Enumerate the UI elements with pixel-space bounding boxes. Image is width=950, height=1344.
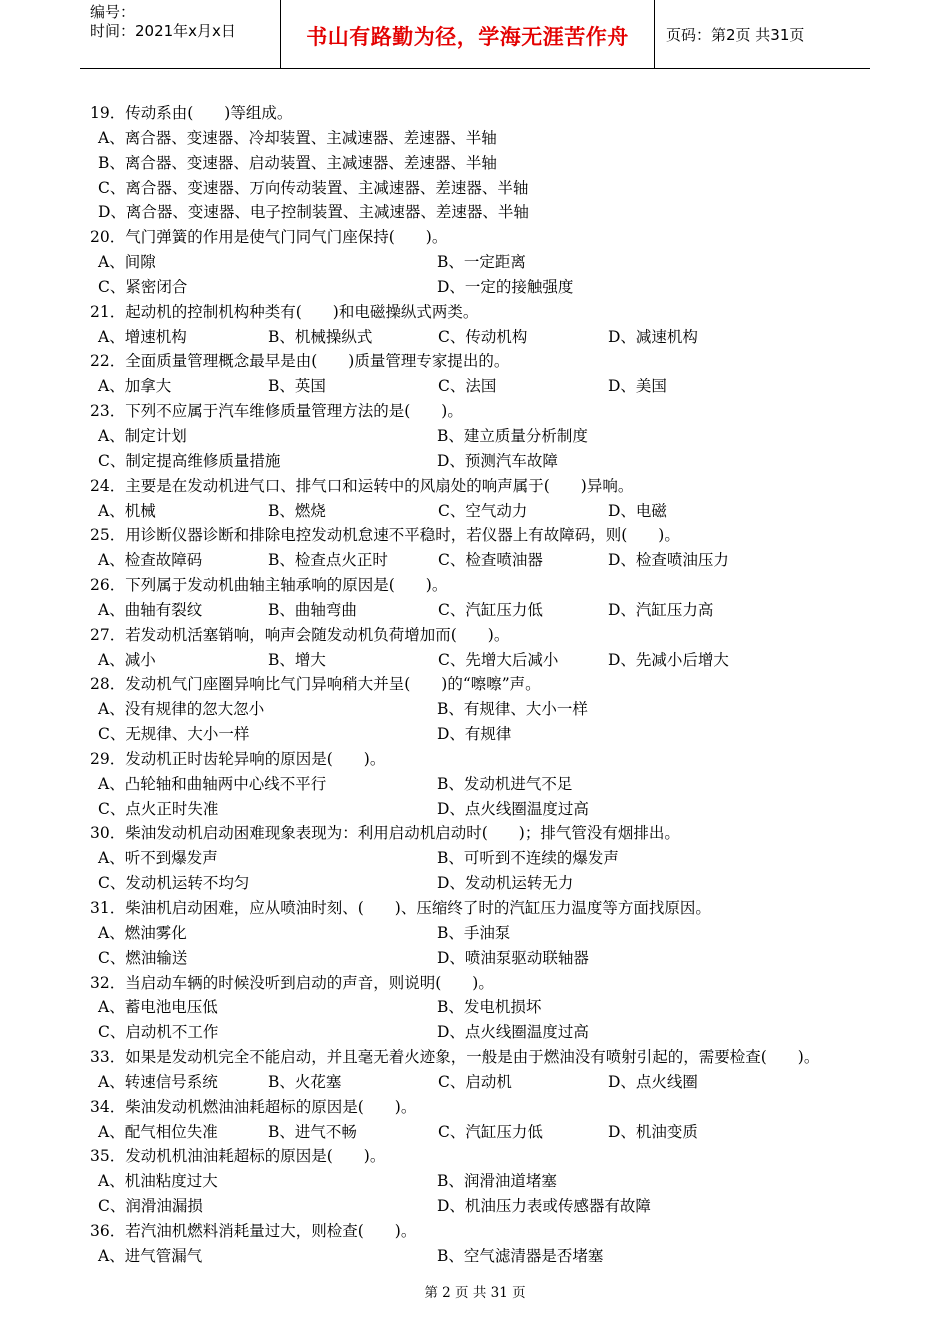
option-c: C、传动机构 xyxy=(438,327,528,346)
option-d: D、离合器、变速器、电子控制装置、主减速器、差速器、半轴 xyxy=(98,203,529,222)
option-row xyxy=(90,449,890,474)
option-b: B、建立质量分析制度 xyxy=(437,426,588,445)
option-c: C、法国 xyxy=(438,377,497,396)
option-row xyxy=(90,697,890,722)
question-stem: 21．起动机的控制机构种类有( )和电磁操纵式两类。 xyxy=(90,302,479,321)
question-stem: 24．主要是在发动机进气口、排气口和运转中的风扇处的响声属于( )异响。 xyxy=(90,476,634,495)
option-b: B、润滑油道堵塞 xyxy=(437,1172,557,1191)
option-row xyxy=(90,722,890,747)
question-stem: 20．气门弹簧的作用是使气门同气门座保持( )。 xyxy=(90,228,448,247)
option-row xyxy=(90,871,890,896)
option-c: C、检查喷油器 xyxy=(438,551,543,570)
option-row xyxy=(90,499,890,524)
option-c: C、发动机运转不均匀 xyxy=(98,874,250,893)
question-stem: 26．下列属于发动机曲轴主轴承响的原因是( )。 xyxy=(90,576,448,595)
question-stem: 28．发动机气门座圈异响比气门异响稍大并呈( )的“嚓嚓”声。 xyxy=(90,675,541,694)
option-b: B、手油泵 xyxy=(437,923,511,942)
option-d: D、检查喷油压力 xyxy=(608,551,729,570)
question-list xyxy=(90,101,890,1269)
option-b: B、机械操纵式 xyxy=(268,327,373,346)
option-d: D、点火线圈温度过高 xyxy=(437,1023,589,1042)
option-row xyxy=(90,797,890,822)
question-stem: 19．传动系由( )等组成。 xyxy=(90,104,293,122)
option-a: A、转速信号系统 xyxy=(98,1072,218,1091)
option-b: B、燃烧 xyxy=(268,501,326,520)
option-b: B、曲轴弯曲 xyxy=(268,600,357,619)
option-b: B、可听到不连续的爆发声 xyxy=(437,849,619,868)
option-row xyxy=(90,995,890,1020)
option-row xyxy=(90,1244,890,1269)
option-b: B、一定距离 xyxy=(437,253,526,272)
question-stem: 25．用诊断仪器诊断和排除电控发动机怠速不平稳时，若仪器上有故障码，则( )。 xyxy=(90,526,680,545)
question-stem: 29．发动机正时齿轮异响的原因是( )。 xyxy=(90,749,386,768)
option-a: A、燃油雾化 xyxy=(98,923,187,942)
question-stem: 36．若汽油机燃料消耗量过大，则检查( )。 xyxy=(90,1221,417,1240)
option-c: C、点火正时失准 xyxy=(98,799,219,818)
question-stem: 31．柴油机启动困难，应从喷油时刻、( )、压缩终了时的汽缸压力温度等方面找原因。 xyxy=(90,899,711,917)
option-row xyxy=(90,946,890,971)
question-stem: 32．当启动车辆的时候没听到启动的声音，则说明( )。 xyxy=(90,973,494,992)
option-a: A、机油粘度过大 xyxy=(98,1172,218,1191)
option-c: C、启动机 xyxy=(438,1072,512,1091)
option-d: D、电磁 xyxy=(608,501,667,520)
option-a: A、凸轮轴和曲轴两中心线不平行 xyxy=(98,774,327,793)
option-row xyxy=(90,1020,890,1045)
option-d: D、点火线圈温度过高 xyxy=(437,799,589,818)
page-info: 页码：第2页 共31页 xyxy=(666,26,805,44)
option-d: D、减速机构 xyxy=(608,327,698,346)
option-a: A、间隙 xyxy=(98,253,156,272)
number-label: 编号： xyxy=(90,3,136,21)
option-c: C、润滑油漏损 xyxy=(98,1197,203,1216)
option-a: A、检查故障码 xyxy=(98,551,203,570)
option-d: D、发动机运转无力 xyxy=(437,874,574,893)
question-stem: 33．如果是发动机完全不能启动，并且毫无着火迹象，一般是由于燃油没有喷射引起的，需要检查( )。 xyxy=(90,1048,820,1067)
option-a: A、配气相位失准 xyxy=(98,1122,218,1141)
page-footer: 第 2 页 共 31 页 xyxy=(424,1285,526,1301)
option-d: D、有规律 xyxy=(437,725,512,744)
option-row xyxy=(90,325,890,350)
option-row xyxy=(90,598,890,623)
option-row xyxy=(90,1194,890,1219)
option-row xyxy=(90,250,890,275)
option-row xyxy=(90,275,890,300)
option-d: D、美国 xyxy=(608,377,667,396)
time-label: 时间：2021年x月x日 xyxy=(90,22,236,40)
option-row xyxy=(90,1169,890,1194)
option-row xyxy=(90,1070,890,1095)
motto: 书山有路勤为径，学海无涯苦作舟 xyxy=(306,25,629,49)
option-b: B、火花塞 xyxy=(268,1072,342,1091)
option-d: D、点火线圈 xyxy=(608,1072,698,1091)
option-row xyxy=(90,424,890,449)
option-b: B、进气不畅 xyxy=(268,1122,357,1141)
option-a: A、增速机构 xyxy=(98,327,187,346)
question-stem: 30．柴油发动机启动困难现象表现为：利用启动机启动时( )；排气管没有烟排出。 xyxy=(90,824,680,843)
option-a: A、蓄电池电压低 xyxy=(98,998,218,1017)
option-c: C、制定提高维修质量措施 xyxy=(98,451,281,470)
option-a: A、加拿大 xyxy=(98,377,172,396)
option-b: B、有规律、大小一样 xyxy=(437,700,588,719)
header-motto-cell xyxy=(280,0,655,68)
option-c: C、离合器、变速器、万向传动装置、主减速器、差速器、半轴 xyxy=(98,178,529,197)
option-d: D、喷油泵驱动联轴器 xyxy=(437,948,589,967)
option-b: B、发动机进气不足 xyxy=(437,774,573,793)
option-row xyxy=(90,772,890,797)
option-row xyxy=(90,126,890,151)
option-b: B、检查点火正时 xyxy=(268,551,388,570)
option-b: B、增大 xyxy=(268,650,326,669)
option-d: D、机油压力表或传感器有故障 xyxy=(437,1197,651,1216)
option-row xyxy=(90,846,890,871)
option-d: D、汽缸压力高 xyxy=(608,600,714,619)
option-c: C、先增大后减小 xyxy=(438,650,559,669)
option-row xyxy=(90,374,890,399)
option-d: D、先减小后增大 xyxy=(608,650,729,669)
header-meta-cell xyxy=(80,0,280,68)
option-c: C、空气动力 xyxy=(438,501,528,520)
option-row xyxy=(90,176,890,201)
option-a: A、减小 xyxy=(98,650,156,669)
option-row xyxy=(90,151,890,176)
option-c: C、燃油输送 xyxy=(98,948,188,967)
question-stem: 23．下列不应属于汽车维修质量管理方法的是( )。 xyxy=(90,402,463,421)
option-d: D、机油变质 xyxy=(608,1122,698,1141)
question-stem: 35．发动机机油油耗超标的原因是( )。 xyxy=(90,1147,386,1166)
option-c: C、无规律、大小一样 xyxy=(98,725,250,744)
question-stem: 22．全面质量管理概念最早是由( )质量管理专家提出的。 xyxy=(90,352,510,371)
option-b: B、英国 xyxy=(268,377,326,396)
option-d: D、一定的接触强度 xyxy=(437,277,574,296)
option-c: C、汽缸压力低 xyxy=(438,600,543,619)
option-a: A、制定计划 xyxy=(98,426,187,445)
page-header xyxy=(80,0,870,69)
option-a: A、曲轴有裂纹 xyxy=(98,600,203,619)
option-c: C、汽缸压力低 xyxy=(438,1122,543,1141)
option-row xyxy=(90,200,890,225)
header-page-cell xyxy=(654,0,870,68)
option-b: B、发电机损坏 xyxy=(437,998,542,1017)
option-row xyxy=(90,648,890,673)
option-a: A、机械 xyxy=(98,501,156,520)
option-a: A、离合器、变速器、冷却装置、主减速器、差速器、半轴 xyxy=(98,128,497,147)
option-b: B、空气滤清器是否堵塞 xyxy=(437,1246,604,1265)
option-b: B、离合器、变速器、启动装置、主减速器、差速器、半轴 xyxy=(98,153,497,172)
option-d: D、预测汽车故障 xyxy=(437,451,558,470)
option-a: A、听不到爆发声 xyxy=(98,849,218,868)
option-row xyxy=(90,548,890,573)
option-row xyxy=(90,921,890,946)
option-a: A、没有规律的忽大忽小 xyxy=(98,700,265,719)
option-a: A、进气管漏气 xyxy=(98,1246,203,1265)
option-c: C、启动机不工作 xyxy=(98,1023,219,1042)
question-stem: 34．柴油发动机燃油油耗超标的原因是( )。 xyxy=(90,1097,417,1116)
question-stem: 27．若发动机活塞销响，响声会随发动机负荷增加而( )。 xyxy=(90,625,510,644)
option-row xyxy=(90,1120,890,1145)
option-c: C、紧密闭合 xyxy=(98,277,188,296)
